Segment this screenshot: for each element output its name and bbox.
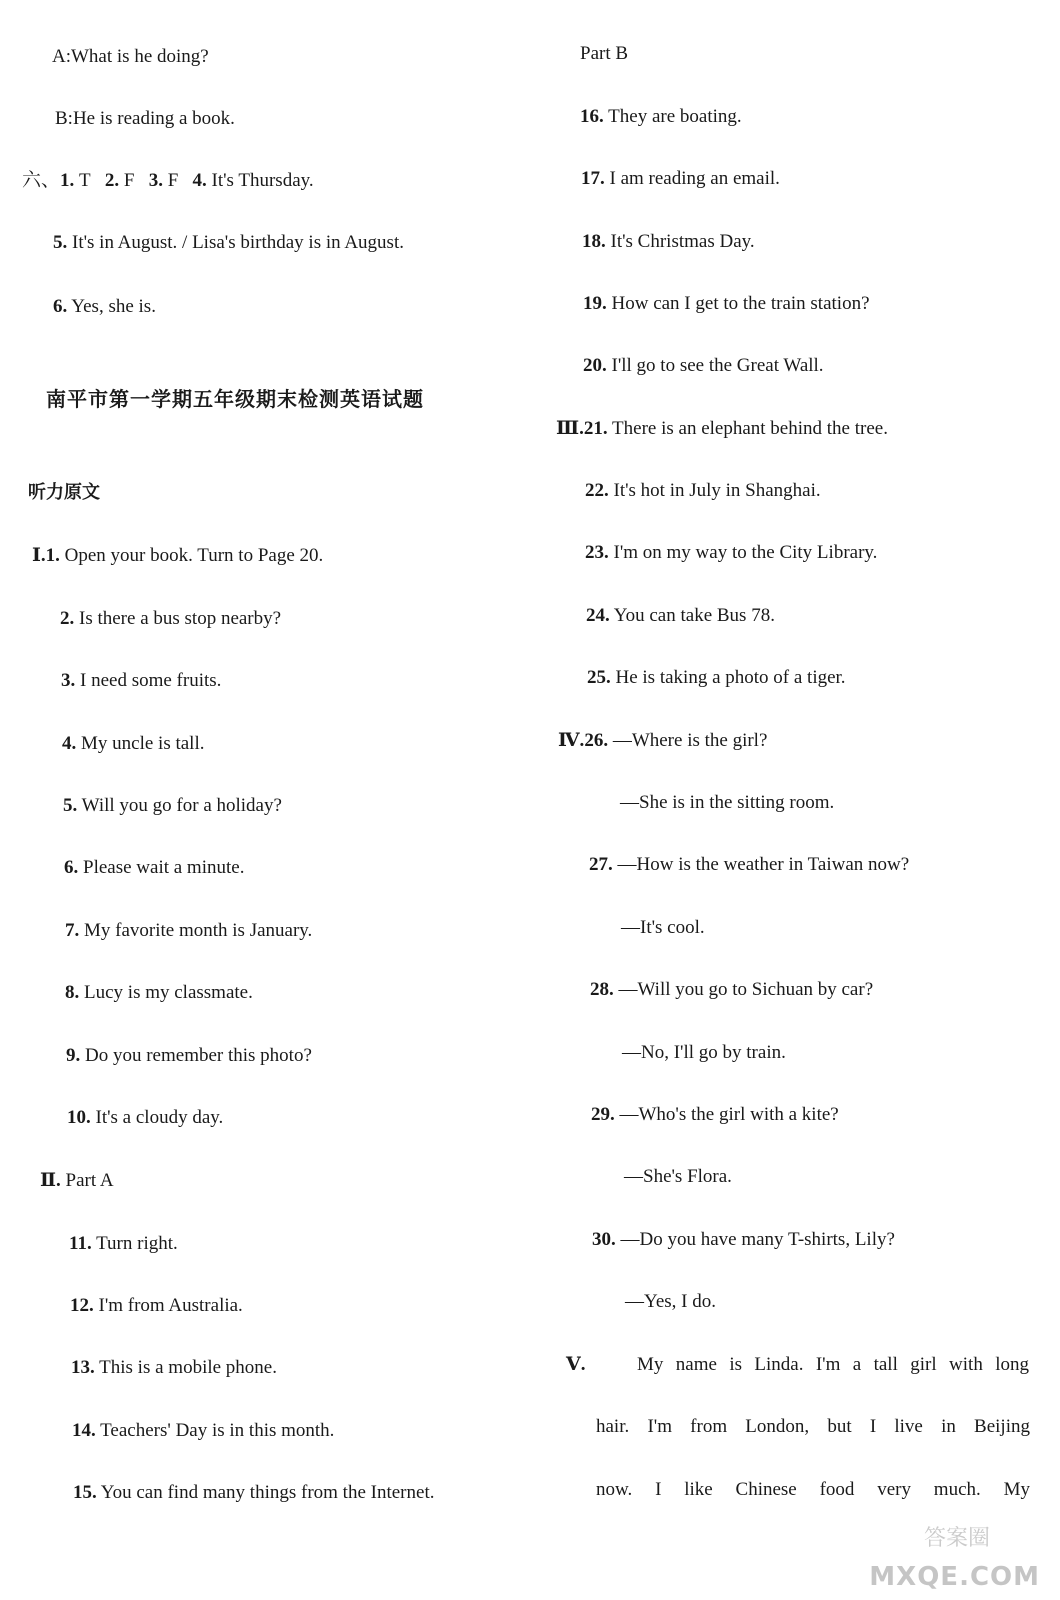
- item-19: [583, 291, 870, 317]
- item-number: 9.: [66, 1045, 81, 1066]
- watermark-chinese: 答案圈: [923, 1526, 990, 1551]
- dialog-26-answer: —She is in the sitting room.: [620, 792, 835, 813]
- dialog-question: —Will you go to Sichuan by car?: [613, 979, 874, 1000]
- section-subtitle: 听力原文: [28, 482, 100, 503]
- section-six-item-6: [53, 294, 156, 320]
- item-text: I'll go to see the Great Wall.: [606, 355, 824, 376]
- item-number: 12.: [70, 1295, 94, 1316]
- item-24: [586, 603, 775, 629]
- item-number: 16.: [580, 106, 604, 127]
- item-text: My uncle is tall.: [76, 733, 205, 754]
- item-number: 14.: [72, 1420, 96, 1441]
- item-text: I am reading an email.: [604, 168, 780, 189]
- item-number: 19.: [583, 293, 607, 314]
- item-text: It's hot in July in Shanghai.: [608, 480, 821, 501]
- item-number: 1.: [60, 170, 75, 191]
- item-number: 7.: [65, 920, 80, 941]
- part-b-label: Part B: [580, 43, 629, 64]
- item-text: Lucy is my classmate.: [79, 982, 253, 1003]
- item-number: 6.: [64, 857, 79, 878]
- item-number: 5.: [63, 795, 78, 816]
- item-text: How can I get to the train station?: [606, 293, 870, 314]
- item-9: [66, 1043, 312, 1069]
- item-text: I'm on my way to the City Library.: [608, 542, 878, 563]
- item-answer: F: [119, 170, 135, 191]
- dialog-question: —Do you have many T-shirts, Lily?: [615, 1229, 895, 1250]
- item-number: 13.: [71, 1357, 95, 1378]
- item-number: 4.: [192, 170, 207, 191]
- item-text: They are boating.: [603, 106, 742, 127]
- exam-title: 南平市第一学期五年级期末检测英语试题: [46, 387, 424, 411]
- item-text: This is a mobile phone.: [94, 1357, 277, 1378]
- item-text: I need some fruits.: [75, 670, 222, 691]
- item-17: [581, 166, 780, 192]
- dialog-27-question: [589, 852, 909, 878]
- item-number: 3.: [148, 170, 163, 191]
- item-1: [32, 543, 323, 569]
- item-25: [587, 665, 846, 691]
- dialog-question: —Where is the girl?: [608, 730, 768, 751]
- section-six-prefix: 六、: [22, 170, 61, 191]
- item-text: Will you go for a holiday?: [77, 795, 282, 816]
- item-text: You can take Bus 78.: [609, 605, 775, 626]
- section-numeral: Ⅰ.: [32, 545, 46, 566]
- dialog-question: —Who's the girl with a kite?: [614, 1104, 839, 1125]
- item-text: It's Christmas Day.: [605, 231, 755, 252]
- dialog-a-line: A:What is he doing?: [52, 46, 209, 67]
- item-5: [63, 793, 282, 819]
- section-numeral: Ⅱ.: [40, 1170, 61, 1191]
- item-number: 3.: [61, 670, 76, 691]
- part-label: Part A: [60, 1170, 114, 1191]
- item-text: It's a cloudy day.: [90, 1107, 224, 1128]
- dialog-28-answer: —No, I'll go by train.: [622, 1042, 786, 1063]
- item-number: 23.: [585, 542, 609, 563]
- section-six-row: [22, 168, 314, 194]
- dialog-29-answer: —She's Flora.: [624, 1166, 732, 1187]
- dialog-question: —How is the weather in Taiwan now?: [612, 854, 910, 875]
- item-number: 6.: [53, 296, 68, 317]
- section-numeral: Ⅳ.: [558, 730, 585, 751]
- item-12: [70, 1293, 243, 1319]
- item-answer: T: [74, 170, 91, 191]
- item-7: [65, 918, 312, 944]
- item-number: 22.: [585, 480, 609, 501]
- item-3: [61, 668, 221, 694]
- dialog-28-question: [590, 977, 873, 1003]
- section-two-part-a: [40, 1168, 114, 1194]
- section-six-item-5: [53, 230, 404, 256]
- item-number: 4.: [62, 733, 77, 754]
- item-number: 26.: [584, 730, 609, 751]
- item-21: [556, 416, 888, 442]
- item-text: Do you remember this photo?: [80, 1045, 312, 1066]
- section-numeral: Ⅲ.: [556, 418, 584, 439]
- item-15: [73, 1480, 434, 1506]
- item-14: [72, 1418, 334, 1444]
- item-number: 2.: [104, 170, 120, 191]
- dialog-b-line: B:He is reading a book.: [55, 108, 235, 129]
- passage-line-2: hair. I'm from London, but I live in Beijing: [596, 1416, 1030, 1437]
- passage-line-1: My name is Linda. I'm a tall girl with long: [637, 1354, 1029, 1375]
- watermark-logo: MXQE.COM: [869, 1562, 1040, 1592]
- item-text: There is an elephant behind the tree.: [607, 418, 888, 439]
- item-answer: It's in August. / Lisa's birthday is in August.: [67, 232, 404, 253]
- item-22: [585, 478, 821, 504]
- item-10: [67, 1105, 223, 1131]
- item-text: Turn right.: [91, 1233, 178, 1254]
- item-text: Please wait a minute.: [78, 857, 245, 878]
- item-answer: It's Thursday.: [206, 170, 314, 191]
- item-2: [60, 606, 281, 632]
- item-23: [585, 540, 877, 566]
- item-text: Teachers' Day is in this month.: [95, 1420, 335, 1441]
- item-6: [64, 855, 244, 881]
- item-number: 28.: [590, 979, 614, 1000]
- dialog-29-question: [591, 1102, 839, 1128]
- item-number: 5.: [53, 232, 68, 253]
- item-text: I'm from Australia.: [93, 1295, 243, 1316]
- item-number: 1.: [45, 545, 60, 566]
- item-number: 18.: [582, 231, 606, 252]
- item-18: [582, 229, 755, 255]
- item-number: 11.: [69, 1233, 92, 1254]
- item-20: [583, 353, 824, 379]
- item-number: 27.: [589, 854, 613, 875]
- item-number: 21.: [583, 418, 608, 439]
- item-answer: F: [162, 170, 179, 191]
- item-11: [69, 1231, 178, 1257]
- item-number: 30.: [592, 1229, 616, 1250]
- dialog-30-question: [592, 1227, 895, 1253]
- item-answer: Yes, she is.: [67, 296, 156, 317]
- item-number: 17.: [581, 168, 605, 189]
- item-text: He is taking a photo of a tiger.: [610, 667, 846, 688]
- section-five-numeral: Ⅴ.: [566, 1354, 586, 1375]
- item-13: [71, 1355, 277, 1381]
- item-text: Is there a bus stop nearby?: [74, 608, 282, 629]
- item-number: 24.: [586, 605, 610, 626]
- item-number: 20.: [583, 355, 607, 376]
- item-4: [62, 731, 204, 757]
- item-number: 10.: [67, 1107, 91, 1128]
- item-number: 8.: [65, 982, 80, 1003]
- dialog-30-answer: —Yes, I do.: [625, 1291, 716, 1312]
- dialog-27-answer: —It's cool.: [621, 917, 705, 938]
- passage-line-3: now. I like Chinese food very much. My: [596, 1479, 1030, 1500]
- item-text: Open your book. Turn to Page 20.: [59, 545, 324, 566]
- item-text: You can find many things from the Internet.: [96, 1482, 435, 1503]
- item-number: 15.: [73, 1482, 97, 1503]
- dialog-26-question: [558, 728, 767, 754]
- item-text: My favorite month is January.: [79, 920, 313, 941]
- item-16: [580, 104, 742, 130]
- item-number: 2.: [60, 608, 75, 629]
- item-8: [65, 980, 253, 1006]
- item-number: 29.: [591, 1104, 615, 1125]
- item-number: 25.: [587, 667, 611, 688]
